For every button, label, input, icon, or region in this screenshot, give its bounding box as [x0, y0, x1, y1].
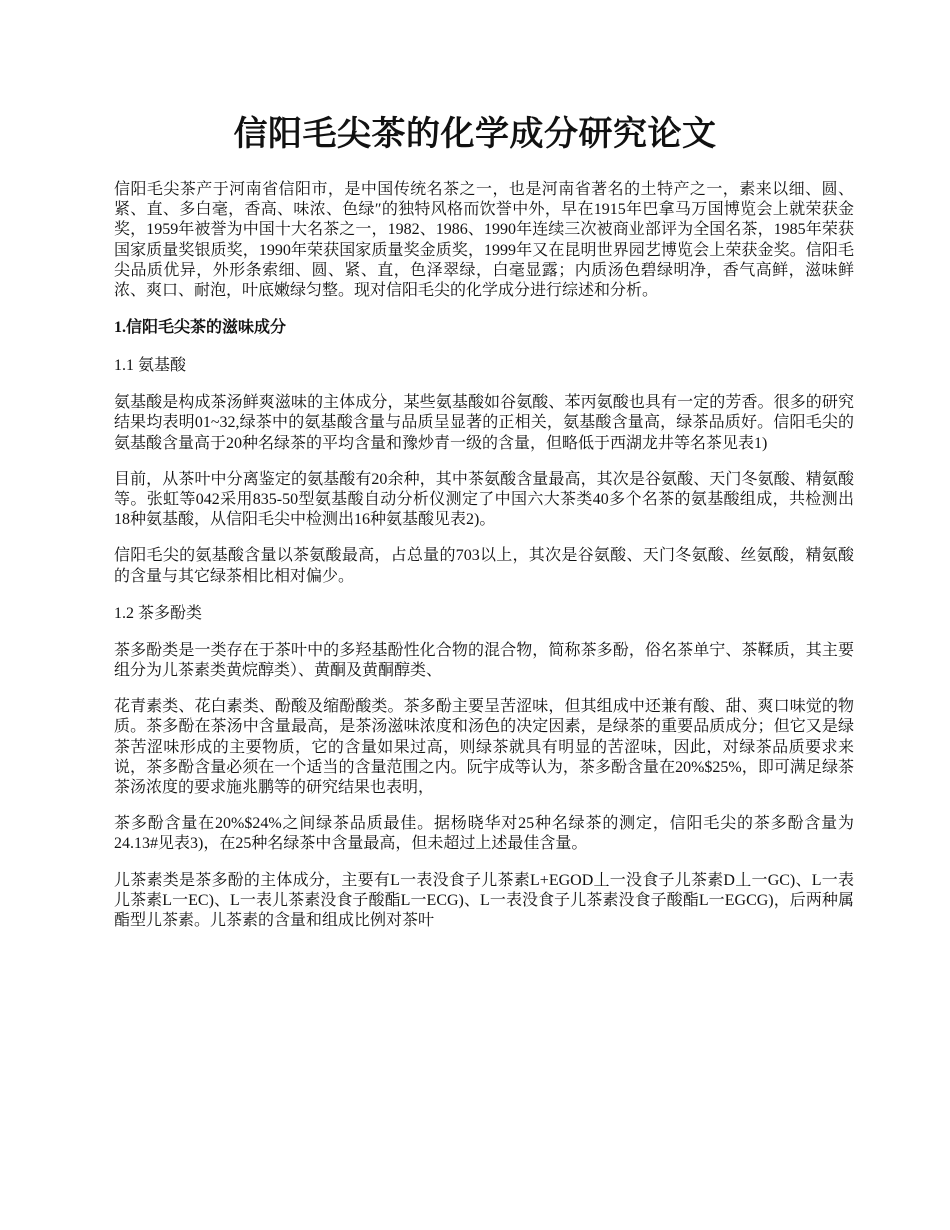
subsection-heading-tea-polyphenols: 1.2 茶多酚类 — [114, 604, 203, 622]
polyphenols-paragraph-2: 花青素类、花白素类、酚酸及缩酚酸类。茶多酚主要呈苦涩味，但其组成中还兼有酸、甜、爽口味觉的物质。茶多酚在茶汤中含量最高，是茶汤滋味浓度和汤色的决定因素，是绿茶的重要品质成分；但它又是绿茶苦涩味形成的主要物质，它的含量如果过高，则绿茶就具有明显的苦涩味，因此，对绿茶品质要求来说，茶多酚含量必须在一个适当的含量范围之内。阮宇成等认为，茶多酚含量在20%$25%，即可满足绿茶茶汤浓度的要求施兆鹏等的研究结果也表明， — [114, 698, 854, 797]
amino-acids-paragraph-1: 氨基酸是构成茶汤鲜爽滋味的主体成分，某些氨基酸如谷氨酸、苯丙氨酸也具有一定的芳香。很多的研究结果均表明01~32,绿茶中的氨基酸含量与品质呈显著的正相关，氨基酸含量高，绿茶品质好。信阳毛尖的氨基酸含量高于20种名绿茶的平均含量和豫炒青一级的含量，但略低于西湖龙井等名茶见表1) — [114, 394, 854, 452]
amino-acids-paragraph-3: 信阳毛尖的氨基酸含量以茶氨酸最高，占总量的703以上，其次是谷氨酸、天门冬氨酸、丝氨酸，精氨酸的含量与其它绿茶相比相对偏少。 — [114, 547, 854, 585]
amino-acids-paragraph-2: 目前，从茶叶中分离鉴定的氨基酸有20余种，其中茶氨酸含量最高，其次是谷氨酸、天门冬氨酸、精氨酸等。张虹等042采用835-50型氨基酸自动分析仪测定了中国六大茶类40多个名茶的氨基酸组成，共检测出18种氨基酸，从信阳毛尖中检测出16种氨基酸见表2)。 — [114, 470, 854, 529]
document-body — [114, 180, 854, 947]
polyphenols-paragraph-3: 茶多酚含量在20%$24%之间绿茶品质最佳。据杨晓华对25种名绿茶的测定，信阳毛尖的茶多酚含量为24.13#见表3)，在25种名绿茶中含量最高，但未超过上述最佳含量。 — [114, 815, 854, 853]
intro-paragraph: 信阳毛尖茶产于河南省信阳市，是中国传统名茶之一，也是河南省著名的土特产之一，素来以细、圆、紧、直、多白毫，香高、味浓、色绿″的独特风格而饮誉中外，早在1915年巴拿马万国博览会上就荣获金奖，1959年被誉为中国十大名茶之一，1982、1986、1990年连续三次被商业部评为全国名茶，1985年荣获国家质量奖银质奖，1990年荣获国家质量奖金质奖，1999年又在昆明世界园艺博览会上荣获金奖。信阳毛尖品质优异，外形条索细、圆、紧、直，色泽翠绿，白毫显露；内质汤色碧绿明净，香气高鲜，滋味鲜浓、爽口、耐泡，叶底嫩绿匀整。现对信阳毛尖的化学成分进行综述和分析。 — [114, 181, 854, 300]
subsection-heading-amino-acids: 1.1 氨基酸 — [114, 357, 187, 375]
section-heading-taste-components: 1.信阳毛尖茶的滋味成分 — [114, 319, 287, 337]
polyphenols-paragraph-4: 儿茶素类是茶多酚的主体成分，主要有L一表没食子儿茶素L+EGOD丄一没食子儿茶素D丄一GC)、L一表儿茶素L一EC)、L一表儿茶素没食子酸酯L一ECG)、L一表没食子儿茶素没食子酸酯L一EGCG)，后两种属酯型儿茶素。儿茶素的含量和组成比例对茶叶 — [114, 871, 854, 930]
page-title: 信阳毛尖茶的化学成分研究论文 — [233, 116, 717, 153]
polyphenols-paragraph-1: 茶多酚类是一类存在于茶叶中的多羟基酚性化合物的混合物，简称茶多酚，俗名茶单宁、茶鞣质，其主要组分为儿茶素类黄烷醇类）、黄酮及黄酮醇类、 — [114, 641, 854, 680]
